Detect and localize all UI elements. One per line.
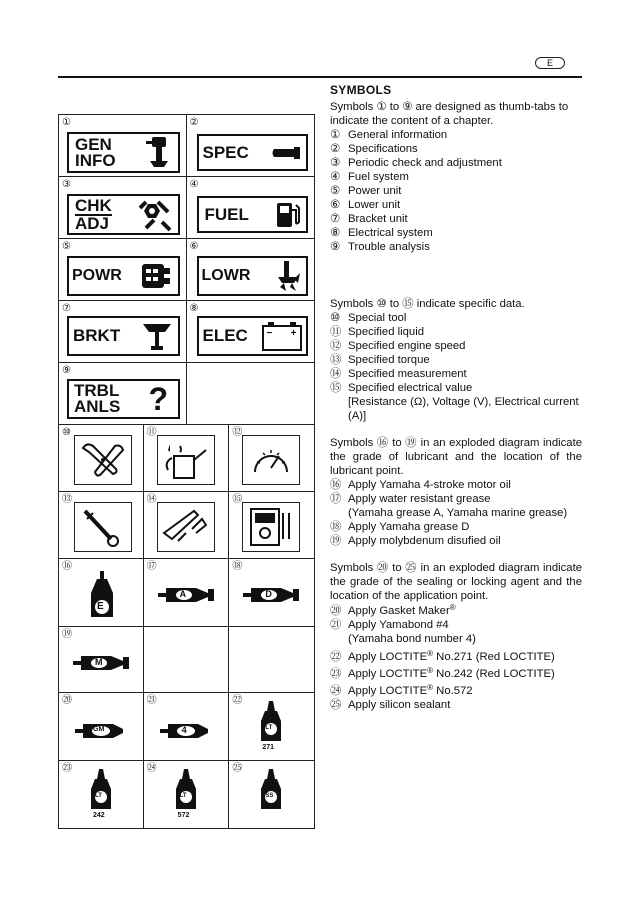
symbol-number: ㉔	[146, 763, 157, 774]
list-text: Bracket unit	[348, 213, 408, 225]
tab-label: FUEL	[204, 204, 249, 224]
list-text: Apply LOCTITE	[348, 668, 428, 680]
registered-mark: ®	[427, 683, 434, 692]
list-number: ⑥	[330, 199, 341, 211]
registered-mark: ®	[427, 649, 434, 658]
list-number: ②	[330, 143, 341, 155]
list-text: Specified electrical value	[348, 382, 473, 394]
grease-tube-label: A	[179, 589, 187, 599]
list-text: Apply Yamabond #4	[348, 619, 449, 631]
torque-wrench-icon	[75, 503, 131, 551]
special-tool-icon	[75, 436, 131, 484]
list-number: ㉑	[330, 619, 342, 631]
loctite-number: 271	[262, 744, 275, 751]
symbol-number: ⑬	[62, 494, 72, 505]
section-title: SYMBOLS	[330, 83, 392, 97]
list-text: Apply silicon sealant	[348, 699, 451, 711]
loctite-number: 572	[177, 812, 190, 819]
cell-engine-speed	[229, 425, 315, 491]
tab-label: LOWR	[201, 267, 251, 284]
header-rule	[58, 76, 582, 78]
list-item	[330, 128, 582, 142]
measurement-frame	[157, 502, 215, 552]
list-number: ⑮	[330, 382, 342, 394]
symbol-number: ⑫	[232, 427, 243, 438]
list-item	[330, 353, 582, 367]
registered-mark: ®	[449, 603, 456, 612]
list-item	[330, 240, 582, 254]
lowr-tab	[197, 256, 308, 296]
list-item	[330, 311, 582, 325]
bracket-icon	[140, 320, 174, 352]
sealant-tube-label: 4	[181, 725, 187, 735]
chk-adj-tab	[67, 194, 180, 235]
list-item	[330, 142, 582, 156]
grease-tube-label: M	[95, 657, 103, 667]
fuel-tab	[197, 196, 308, 233]
cell-specified-measurement	[144, 492, 230, 558]
engine-speed-frame	[242, 435, 300, 485]
symbol-number: ④	[189, 179, 199, 190]
symbol-number: ⑲	[62, 629, 72, 640]
list-text: Fuel system	[348, 171, 409, 183]
list-number: ㉔	[330, 685, 342, 697]
list-text: Periodic check and adjustment	[348, 157, 502, 169]
list-number: ⑳	[330, 605, 342, 617]
cell-gen-info	[59, 115, 187, 176]
loctite-bottle-icon	[89, 769, 113, 811]
symbol-number: ⑭	[146, 494, 157, 505]
symbol-number: ③	[62, 179, 71, 190]
list-item	[330, 698, 582, 712]
tab-label: ANLS	[74, 397, 121, 416]
cell-empty	[229, 627, 315, 692]
oil-can-icon	[158, 436, 214, 484]
grease-tube-icon	[158, 585, 216, 605]
list-item	[330, 604, 582, 618]
cell-spec	[187, 115, 316, 176]
multimeter-icon	[243, 503, 299, 551]
symbol-number: ⑳	[62, 695, 72, 706]
grease-tube-label: D	[265, 589, 272, 599]
symbol-number: ⑦	[62, 303, 71, 314]
list-text: Apply LOCTITE	[348, 651, 428, 663]
spec-tab	[197, 134, 308, 171]
cell-motor-oil	[59, 559, 144, 626]
list-text: Lower unit	[348, 199, 401, 211]
list-item	[330, 156, 582, 170]
cell-empty	[187, 363, 316, 424]
battery-icon	[262, 325, 302, 351]
language-badge: E	[535, 57, 565, 69]
list-text: Specified torque	[348, 354, 430, 366]
cell-loctite-271	[229, 693, 315, 760]
cell-empty	[144, 627, 230, 692]
list-text: Specified engine speed	[348, 340, 466, 352]
cell-powr	[59, 239, 187, 300]
loctite-number: 242	[93, 812, 105, 819]
list-text: No.271 (Red LOCTITE)	[433, 651, 555, 663]
spec-gauge-icon	[270, 143, 302, 163]
tab-label: BRKT	[73, 326, 121, 345]
grease-tube-icon	[243, 585, 301, 605]
loctite-bottle-label: LT	[265, 725, 273, 731]
list-item	[330, 534, 582, 548]
cell-elec	[187, 301, 316, 362]
brkt-tab	[67, 316, 180, 356]
list-text: No.572	[433, 685, 473, 697]
cell-molybdenum	[59, 627, 144, 692]
list-item	[330, 520, 582, 534]
cell-fuel	[187, 177, 316, 238]
list-text: Specifications	[348, 143, 418, 155]
cell-loctite-242	[59, 761, 144, 828]
list-number: ㉒	[330, 651, 342, 663]
loctite-bottle-label: LT	[179, 793, 187, 799]
list-text: No.242 (Red LOCTITE)	[433, 668, 555, 680]
list-item	[330, 198, 582, 212]
gen-info-tab	[67, 132, 180, 173]
symbol-number: ⑧	[189, 303, 199, 314]
silicon-sealant-label: SS	[265, 793, 274, 799]
silicon-sealant-bottle-icon	[259, 769, 283, 811]
cell-trbl	[59, 363, 187, 424]
intro-thumb-tabs: Symbols ① to ⑨ are designed as thumb-tabs to indicate the content of a chapter.	[330, 101, 569, 127]
list-item	[330, 339, 582, 353]
outboard-motor-icon	[142, 135, 174, 171]
intro-lubricant: Symbols ⑯ to ⑲ in an exploded diagram indicate the grade of lubricant and the location of the lubricant point.	[330, 437, 582, 477]
tab-label: TRBL	[74, 381, 120, 400]
list-item	[330, 667, 582, 681]
tachometer-icon	[243, 436, 299, 484]
list-text: Apply molybdenum disufied oil	[348, 535, 501, 547]
list-number: ⑪	[330, 326, 342, 338]
symbol-number: ⑨	[62, 365, 71, 376]
symbol-number: ⑤	[62, 241, 71, 252]
list-item	[330, 492, 582, 506]
list-item	[330, 618, 582, 632]
symbol-number: ⑮	[232, 494, 243, 505]
list-text: Apply water resistant grease	[348, 493, 491, 505]
trbl-anls-tab	[67, 379, 180, 419]
loctite-bottle-icon	[259, 701, 283, 743]
symbol-number: ②	[189, 117, 199, 128]
list-text: General information	[348, 129, 448, 141]
list-text: Apply Yamaha 4-stroke motor oil	[348, 479, 511, 491]
cell-special-tool	[59, 425, 144, 491]
list-text: Specified measurement	[348, 368, 467, 380]
list-item	[330, 184, 582, 198]
list-text: Apply LOCTITE	[348, 685, 428, 697]
list-number: ⑬	[330, 354, 342, 366]
list-text: Trouble analysis	[348, 241, 430, 253]
list-item	[330, 478, 582, 492]
lubricant-list	[330, 478, 582, 506]
symbol-number: ⑥	[189, 241, 199, 252]
list-item	[330, 226, 582, 240]
cell-gasket-maker	[59, 693, 144, 760]
list-text: Special tool	[348, 312, 407, 324]
list-number: ⑩	[330, 312, 341, 324]
specific-data-list	[330, 311, 582, 395]
cell-chk-adj	[59, 177, 187, 238]
list-number: ⑯	[330, 479, 342, 491]
list-number: ⑨	[330, 241, 341, 253]
battery-plus: +	[290, 328, 297, 339]
list-item	[330, 325, 582, 339]
list-text: Electrical system	[348, 227, 433, 239]
symbol-number: ㉒	[232, 695, 243, 706]
cell-electrical-value	[229, 492, 315, 558]
specified-liquid-frame	[157, 435, 215, 485]
caliper-icon	[158, 503, 214, 551]
cell-specified-torque	[59, 492, 144, 558]
symbol-grid	[58, 114, 315, 829]
cell-grease-a	[144, 559, 230, 626]
cell-brkt	[59, 301, 187, 362]
symbol-number: ⑰	[146, 561, 157, 572]
question-mark-icon: ?	[148, 381, 168, 417]
loctite-bottle-label: LT	[95, 793, 102, 799]
loctite-bottle-icon	[174, 769, 198, 811]
battery-minus: −	[266, 328, 273, 339]
oil-bottle-label: E	[97, 601, 104, 612]
symbols-description	[330, 83, 582, 712]
lubricant-list-continued	[330, 520, 582, 548]
list-number: ⑰	[330, 493, 342, 505]
tab-label: POWR	[72, 267, 122, 284]
cell-yamabond	[144, 693, 230, 760]
chapter-symbol-list	[330, 128, 582, 254]
intro-specific-data: Symbols ⑩ to ⑮ indicate specific data.	[330, 298, 525, 310]
list-text: Power unit	[348, 185, 402, 197]
elec-tab	[197, 316, 308, 356]
fuel-pump-icon	[274, 200, 302, 230]
registered-mark: ®	[427, 666, 434, 675]
list-number: ⑫	[330, 340, 342, 352]
list-item	[330, 650, 582, 664]
powr-tab	[67, 256, 180, 296]
list-item	[330, 212, 582, 226]
symbol-number: ⑯	[62, 561, 72, 572]
cell-silicon-sealant	[229, 761, 315, 828]
cell-lowr	[187, 239, 316, 300]
symbol-number: ㉓	[62, 763, 72, 774]
sealant-tube-label: GM	[93, 726, 105, 733]
symbol-number: ⑪	[146, 427, 157, 438]
symbol-number: ⑩	[62, 427, 71, 438]
tab-label: ADJ	[75, 214, 112, 232]
tab-label: CHK	[75, 195, 112, 215]
symbol-number: ①	[62, 117, 71, 128]
list-number: ⑦	[330, 213, 341, 225]
list-item-note: (Yamaha bond number 4)	[348, 633, 476, 645]
lower-unit-icon	[272, 259, 302, 293]
tab-label: ELEC	[202, 326, 248, 345]
cell-specified-liquid	[144, 425, 230, 491]
list-number: ㉕	[330, 699, 342, 711]
list-item	[330, 684, 582, 698]
list-item	[330, 367, 582, 381]
list-item	[330, 170, 582, 184]
tab-label: SPEC	[202, 142, 249, 162]
cell-grease-d	[229, 559, 315, 626]
tab-label: INFO	[75, 150, 116, 170]
list-item-note: (Yamaha grease A, Yamaha marine grease)	[348, 507, 568, 519]
list-item-note: [Resistance (Ω), Voltage (V), Electrical current (A)]	[348, 396, 579, 422]
electrical-value-frame	[242, 502, 300, 552]
list-number: ③	[330, 157, 341, 169]
intro-sealant: Symbols ⑳ to ㉕ in an exploded diagram indicate the grade of the sealing or locking agent and the location of the application point.	[330, 562, 582, 602]
list-number: ⑭	[330, 368, 342, 380]
symbol-number: ㉑	[146, 695, 157, 706]
list-text: Specified liquid	[348, 326, 424, 338]
list-number: ㉓	[330, 668, 342, 680]
cell-loctite-572	[144, 761, 230, 828]
special-tool-frame	[74, 435, 132, 485]
power-unit-icon	[138, 260, 174, 292]
list-number: ⑧	[330, 227, 341, 239]
list-number: ④	[330, 171, 341, 183]
torque-frame	[74, 502, 132, 552]
list-number: ⑱	[330, 521, 342, 533]
symbol-number: ⑱	[232, 561, 243, 572]
list-item	[330, 381, 582, 395]
list-number: ⑲	[330, 535, 342, 547]
symbol-number: ㉕	[232, 763, 243, 774]
list-number: ⑤	[330, 185, 341, 197]
wrench-nut-icon	[136, 198, 174, 232]
list-text: Apply Yamaha grease D	[348, 521, 470, 533]
list-text: Apply Gasket Maker	[348, 605, 450, 617]
list-number: ①	[330, 129, 341, 141]
tab-label: GEN	[75, 134, 112, 154]
